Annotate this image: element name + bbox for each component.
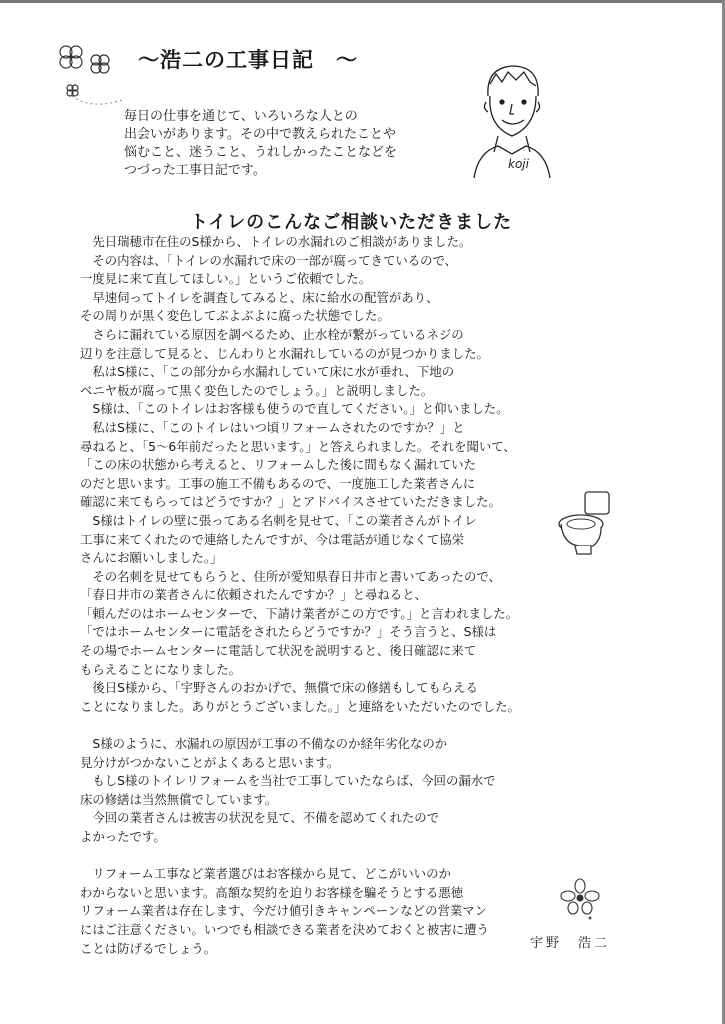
body-line: S様はトイレの壁に張ってある名刺を見せて、「この業者さんがトイレ [80, 512, 477, 528]
body-line: その名刺を見せてもらうと、住所が愛知県春日井市と書いてあったので、 [80, 568, 501, 584]
toilet-icon [555, 488, 615, 558]
body-line: 「春日井市の業者さんに依頼されたんですか？」と尋ねると、 [80, 587, 427, 603]
portrait-sketch-icon [468, 56, 556, 178]
scan-edge-top [0, 0, 725, 3]
body-line: ベニヤ板が腐って黒く変色したのでしょう。」と説明しました。 [80, 382, 434, 398]
body-line: その場でホームセンターに電話して状況を説明すると、後日確認に来て [80, 643, 477, 659]
body-line: さらに漏れている原因を調べるため、止水栓が繋がっているネジの [80, 326, 464, 342]
article-body [80, 233, 600, 958]
flower-icon [560, 878, 600, 922]
body-line: 私はS様に、「このトイレはいつ頃リフォームされたのですか？」と [80, 419, 465, 435]
body-line: もらえることになりました。 [80, 661, 242, 677]
body-line: 尋ねると、「5～6年前だったと思います。」と答えられました。それを聞いて、 [80, 438, 516, 454]
body-line: ことは防げるでしょう。 [80, 940, 217, 956]
body-line: その内容は、「トイレの水漏れで床の一部が腐ってきているので、 [80, 252, 458, 268]
body-line: ことになりました。ありがとうございました。」と連絡をいただいたのでした。 [80, 698, 520, 714]
body-line: 床の修繕は当然無償でしています。 [80, 791, 278, 807]
body-line: のだと思います。工事の施工不備もあるので、一度施工した業者さんに [80, 475, 476, 491]
body-line: わからないと思います。高額な契約を迫りお客様を騙そうとする悪徳 [80, 884, 464, 900]
body-line: 一度見に来て直してほしい。」というご依頼でした。 [80, 271, 372, 287]
body-line: さんにお願いしました。」 [80, 550, 223, 566]
body-line: 確認に来てもらってはどうですか？」とアドバイスさせていただきました。 [80, 494, 501, 510]
body-line: もしS様のトイレリフォームを当社で工事していたならば、今回の漏水で [80, 773, 496, 789]
portrait-caption: koji [508, 157, 529, 171]
clover-flower-icon [52, 40, 142, 110]
body-line: 見分けがつかないことがよくあると思います。 [80, 754, 340, 770]
intro-line: 出会いがあります。その中で教えられたことや [124, 127, 396, 142]
intro-line: 毎日の仕事を通じて、いろいろな人との [124, 109, 358, 124]
body-line: 今回の業者さんは被害の状況を見て、不備を認めてくれたので [80, 810, 440, 826]
body-line: 工事に来てくれたので連絡したんですが、今は電話が通じなくて協栄 [80, 531, 465, 547]
intro-line: つづった工事日記です。 [124, 163, 266, 178]
body-line: リフォーム工事など業者選びはお客様から見て、どこがいいのか [80, 866, 451, 882]
body-line: 辺りを注意して見ると、じんわりと水漏れしているのが見つかりました。 [80, 345, 489, 361]
body-line: S様は、「このトイレはお客様も使うので直してください。」と仰いました。 [80, 401, 509, 417]
intro-line: 悩むこと、迷うこと、うれしかったことなどを [124, 145, 398, 160]
paragraph-gap [80, 716, 600, 735]
body-line: 「ではホームセンターに電話をされたらどうですか？」そう言うと、S様は [80, 624, 497, 640]
body-line: 後日S様から、「宇野さんのおかげで、無償で床の修繕もしてもらえる [80, 680, 478, 696]
body-line: 「頼んだのはホームセンターで、下請け業者がこの方です。」と言われました。 [80, 605, 519, 621]
body-line: 私はS様に、「この部分から水漏れしていて床に水が垂れ、下地の [80, 364, 455, 380]
body-line: よかったです。 [80, 829, 166, 844]
page-title: ～浩二の工事日記 ～ [138, 48, 358, 72]
body-line: 早速伺ってトイレを調査してみると、床に給水の配管があり、 [80, 289, 439, 305]
article-heading: トイレのこんなご相談いただきました [190, 212, 513, 233]
body-line: 先日瑞穂市在住のS様から、トイレの水漏れのご相談がありました。 [80, 234, 472, 249]
body-line: S様のように、水漏れの原因が工事の不備なのか経年劣化なのか [80, 736, 448, 752]
author-signature: 宇野 浩二 [530, 936, 611, 951]
body-line: その周りが黒く変色してぶよぶよに腐った状態でした。 [80, 308, 390, 324]
body-line: 「この床の状態から考えると、リフォームした後に間もなく漏れていた [80, 457, 476, 473]
intro-text [124, 108, 464, 180]
paragraph-gap [80, 847, 600, 866]
body-line: リフォーム業者は存在します、今だけ値引きキャンペーンなどの営業マン [80, 903, 488, 919]
body-line: にはご注意ください。いつでも相談できる業者を決めておくと被害に遭う [80, 921, 489, 937]
